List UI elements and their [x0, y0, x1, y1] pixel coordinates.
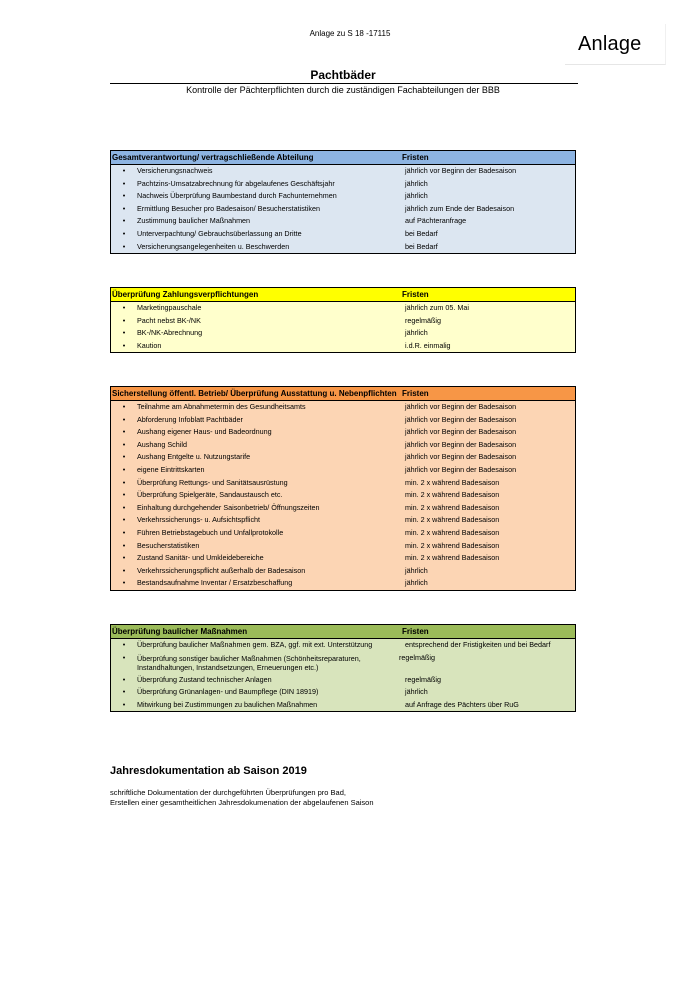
table-gesamtverantwortung: [110, 150, 576, 254]
table-row: [111, 489, 575, 502]
task-cell: Pachtzins-Umsatzabrechnung für abgelaufenes Geschäftsjahr: [137, 178, 335, 188]
table-row: [111, 327, 575, 340]
bullet-icon: •: [122, 303, 126, 312]
task-cell: Überprüfung Zustand technischer Anlagen: [137, 674, 272, 684]
deadline-cell: jährlich zum 05. Mai: [405, 303, 469, 312]
bullet-icon: •: [122, 699, 126, 709]
deadline-heading: Fristen: [402, 153, 429, 162]
task-cell: Nachweis Überprüfung Baumbestand durch Fachunternehmen: [137, 191, 337, 201]
table-header: [111, 288, 575, 302]
task-cell: Versicherungsangelegenheiten u. Beschwerden: [137, 241, 290, 251]
table-row: [111, 426, 575, 439]
task-cell: Überprüfung Spielgeräte, Sandaustausch etc.: [137, 490, 283, 500]
task-cell: Pacht nebst BK-/NK: [137, 315, 201, 325]
bullet-icon: •: [122, 228, 126, 238]
deadline-cell: regelmäßig: [405, 315, 441, 325]
deadline-cell: jährlich vor Beginn der Badesaison: [405, 464, 517, 474]
deadline-cell: auf Pächteranfrage: [405, 216, 467, 226]
bullet-icon: •: [122, 687, 126, 697]
task-cell: BK-/NK-Abrechnung: [137, 328, 203, 338]
deadline-cell: regelmäßig: [399, 652, 435, 662]
title-underline: [110, 83, 578, 84]
documentation-text: [110, 788, 374, 807]
table-row: [111, 340, 575, 353]
table-row: [111, 315, 575, 328]
table-row: [111, 203, 575, 216]
table-row: [111, 178, 575, 191]
bullet-icon: •: [122, 166, 126, 175]
bullet-icon: •: [122, 674, 126, 684]
bullet-icon: •: [122, 565, 126, 575]
bullet-icon: •: [122, 427, 126, 437]
bullet-icon: •: [122, 216, 126, 226]
deadline-cell: jährlich: [405, 687, 428, 697]
documentation-line-2: Erstellen einer gesamtheitlichen Jahresdokumenation der abgelaufenen Saison: [110, 797, 374, 807]
deadline-cell: jährlich zum Ende der Badesaison: [405, 203, 515, 213]
page-subtitle: Kontrolle der Pächterpflichten durch die zuständigen Fachabteilungen der BBB: [186, 85, 500, 95]
table-row: [111, 552, 575, 565]
task-cell: Aushang eigener Haus- und Badeordnung: [137, 427, 272, 437]
table-row: [111, 502, 575, 515]
deadline-cell: jährlich vor Beginn der Badesaison: [405, 166, 517, 175]
table-row: [111, 527, 575, 540]
deadline-cell: bei Bedarf: [405, 228, 438, 238]
bullet-icon: •: [122, 540, 126, 550]
bullet-icon: •: [122, 414, 126, 424]
task-cell: Unterverpachtung/ Gebrauchsüberlassung an Dritte: [137, 228, 302, 238]
task-cell: Aushang Entgelte u. Nutzungstarife: [137, 452, 251, 462]
deadline-heading: Fristen: [402, 627, 429, 636]
deadline-cell: jährlich: [405, 328, 428, 338]
table-row: [111, 215, 575, 228]
table-bauliche-massnahmen: [110, 624, 576, 712]
table-row: [111, 451, 575, 464]
deadline-cell: jährlich vor Beginn der Badesaison: [405, 427, 517, 437]
task-cell: Versicherungsnachweis: [137, 166, 213, 175]
task-cell: Führen Betriebstagebuch und Unfallprotokolle: [137, 527, 284, 537]
bullet-icon: •: [122, 203, 126, 213]
deadline-cell: auf Anfrage des Pächters über RuG: [405, 699, 519, 709]
deadline-heading: Fristen: [402, 290, 429, 299]
documentation-title: Jahresdokumentation ab Saison 2019: [110, 765, 307, 777]
bullet-icon: •: [122, 241, 126, 251]
section-heading: Gesamtverantwortung/ vertragschließende Abteilung: [112, 153, 314, 162]
table-sicherstellung-betrieb: [110, 386, 576, 591]
bullet-icon: •: [122, 464, 126, 474]
table-row: [111, 439, 575, 452]
bullet-icon: •: [122, 652, 126, 662]
task-cell: Bestandsaufnahme Inventar / Ersatzbeschaffung: [137, 578, 293, 588]
table-row: [111, 652, 575, 674]
task-cell: Verkehrssicherungs- u. Aufsichtspflicht: [137, 515, 261, 525]
table-row: [111, 540, 575, 553]
bullet-icon: •: [122, 640, 126, 649]
bullet-icon: •: [122, 502, 126, 512]
deadline-cell: min. 2 x während Badesaison: [405, 527, 500, 537]
page-title: Pachtbäder: [310, 68, 376, 82]
task-cell: Marketingpauschale: [137, 303, 202, 312]
task-cell: Überprüfung sonstiger baulicher Maßnahmen (Schönheitsreparaturen, Instandhaltungen, Instandsetzungen, Erneuerungen etc.): [137, 653, 361, 672]
task-cell: Überprüfung Grünanlagen- und Baumpflege (DIN 18919): [137, 687, 319, 697]
table-row: [111, 699, 575, 712]
deadline-cell: bei Bedarf: [405, 241, 438, 251]
deadline-cell: jährlich vor Beginn der Badesaison: [405, 452, 517, 462]
table-row: [111, 165, 575, 178]
deadline-cell: jährlich: [405, 565, 428, 575]
bullet-icon: •: [122, 527, 126, 537]
section-heading: Überprüfung Zahlungsverpflichtungen: [112, 290, 259, 299]
table-row: [111, 401, 575, 414]
table-row: [111, 639, 575, 652]
deadline-cell: regelmäßig: [405, 674, 441, 684]
deadline-cell: min. 2 x während Badesaison: [405, 540, 500, 550]
table-row: [111, 577, 575, 590]
task-cell: Überprüfung Rettungs- und Sanitätsausrüstung: [137, 477, 288, 487]
task-cell: Abforderung Infoblatt Pachtbäder: [137, 414, 243, 424]
deadline-cell: jährlich: [405, 191, 428, 201]
deadline-cell: min. 2 x während Badesaison: [405, 515, 500, 525]
bullet-icon: •: [122, 439, 126, 449]
task-cell: Besucherstatistiken: [137, 540, 200, 550]
bullet-icon: •: [122, 553, 126, 563]
table-header: [111, 625, 575, 639]
bullet-icon: •: [122, 191, 126, 201]
deadline-cell: jährlich vor Beginn der Badesaison: [405, 402, 517, 411]
table-header: [111, 387, 575, 401]
bullet-icon: •: [122, 477, 126, 487]
table-row: [111, 514, 575, 527]
bullet-icon: •: [122, 178, 126, 188]
deadline-cell: min. 2 x während Badesaison: [405, 502, 500, 512]
deadline-heading: Fristen: [402, 389, 429, 398]
bullet-icon: •: [122, 315, 126, 325]
deadline-cell: min. 2 x während Badesaison: [405, 553, 500, 563]
documentation-line-1: schriftliche Dokumentation der durchgeführten Überprüfungen pro Bad,: [110, 788, 346, 797]
deadline-cell: jährlich vor Beginn der Badesaison: [405, 439, 517, 449]
table-row: [111, 228, 575, 241]
table-row: [111, 190, 575, 203]
deadline-cell: jährlich: [405, 178, 428, 188]
deadline-cell: min. 2 x während Badesaison: [405, 490, 500, 500]
deadline-cell: i.d.R. einmalig: [405, 340, 451, 350]
bullet-icon: •: [122, 515, 126, 525]
bullet-icon: •: [122, 490, 126, 500]
table-header: [111, 151, 575, 165]
task-cell: Zustimmung baulicher Maßnahmen: [137, 216, 251, 226]
deadline-cell: jährlich vor Beginn der Badesaison: [405, 414, 517, 424]
bullet-icon: •: [122, 328, 126, 338]
table-row: [111, 686, 575, 699]
table-row: [111, 414, 575, 427]
table-row: [111, 565, 575, 578]
task-cell: Verkehrssicherungspflicht außerhalb der Badesaison: [137, 565, 306, 575]
section-heading: Sicherstellung öffentl. Betrieb/ Überprüfung Ausstattung u. Nebenpflichten: [112, 389, 397, 398]
task-cell: eigene Eintrittskarten: [137, 464, 205, 474]
deadline-cell: jährlich: [405, 578, 428, 588]
task-cell: Kaution: [137, 340, 162, 350]
section-heading: Überprüfung baulicher Maßnahmen: [112, 627, 248, 636]
task-cell: Ermittlung Besucher pro Badesaison/ Besucherstatistiken: [137, 203, 320, 213]
bullet-icon: •: [122, 578, 126, 588]
table-row: [111, 674, 575, 687]
bullet-icon: •: [122, 340, 126, 350]
task-cell: Zustand Sanitär- und Umkleidebereiche: [137, 553, 264, 563]
bullet-icon: •: [122, 402, 126, 411]
table-row: [111, 464, 575, 477]
anlage-stamp: Anlage: [578, 33, 642, 55]
table-zahlungsverpflichtungen: [110, 287, 576, 353]
table-row: [111, 302, 575, 315]
bullet-icon: •: [122, 452, 126, 462]
task-cell: Teilnahme am Abnahmetermin des Gesundheitsamts: [137, 402, 306, 411]
task-cell: Einhaltung durchgehender Saisonbetrieb/ Öffnungszeiten: [137, 502, 320, 512]
table-row: [111, 241, 575, 254]
document-reference: Anlage zu S 18 -17115: [309, 29, 391, 38]
task-cell: Mitwirkung bei Zustimmungen zu baulichen Maßnahmen: [137, 699, 318, 709]
task-cell: Überprüfung baulicher Maßnahmen gem. BZA, ggf. mit ext. Unterstützung: [137, 640, 373, 649]
table-row: [111, 477, 575, 490]
deadline-cell: min. 2 x während Badesaison: [405, 477, 500, 487]
task-cell: Aushang Schild: [137, 439, 187, 449]
deadline-cell: entsprechend der Fristigkeiten und bei Bedarf: [405, 640, 551, 649]
